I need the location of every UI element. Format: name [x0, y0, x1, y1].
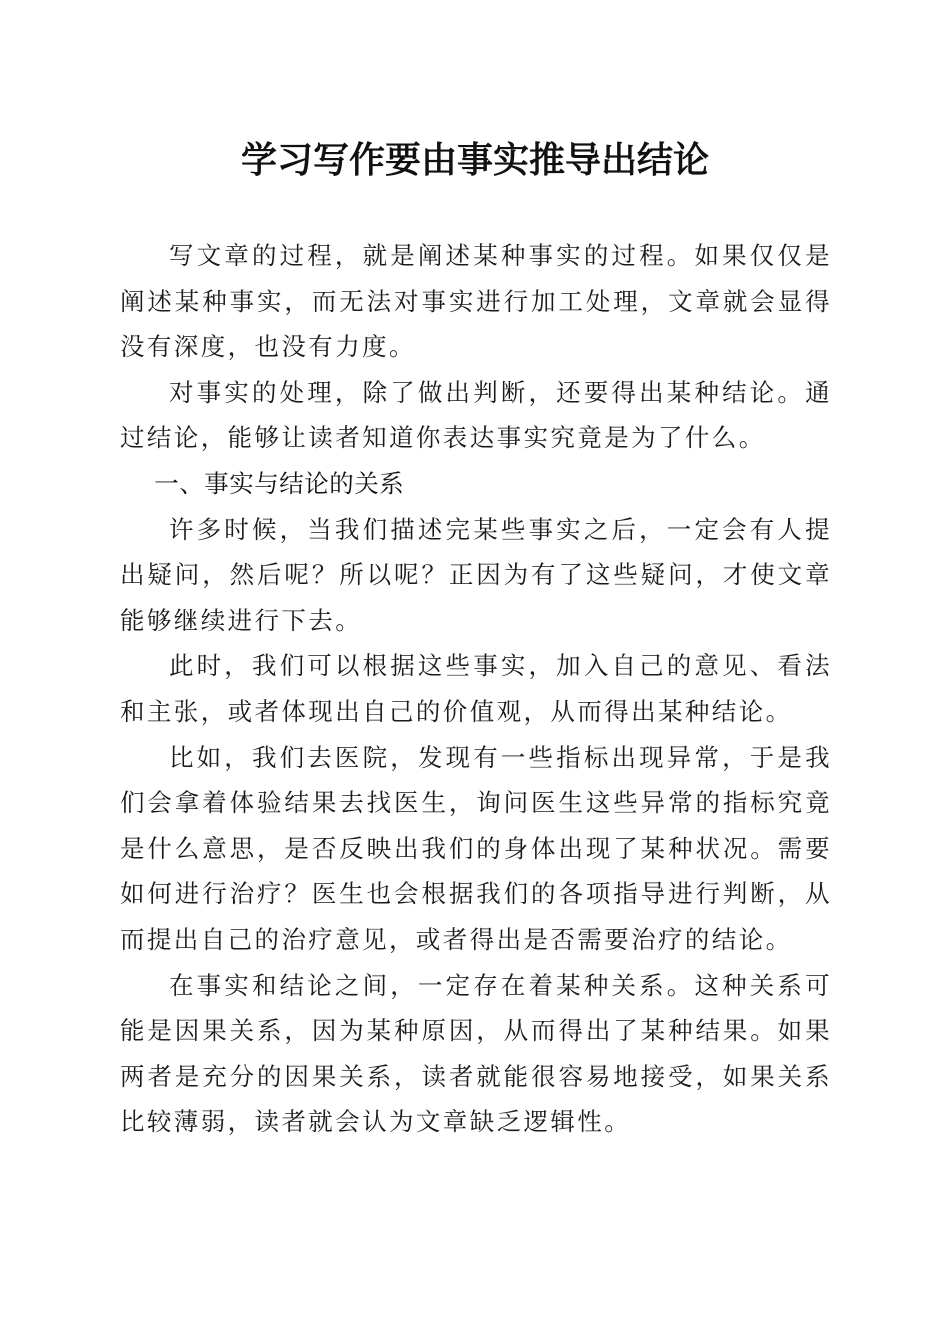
paragraph: 对事实的处理，除了做出判断，还要得出某种结论。通过结论，能够让读者知道你表达事实究竟是为了什么。	[120, 377, 832, 453]
section-heading: 一、事实与结论的关系	[154, 468, 405, 498]
document-body	[120, 233, 832, 1145]
paragraph: 许多时候，当我们描述完某些事实之后，一定会有人提出疑问，然后呢？所以呢？正因为有了这些疑问，才使文章能够继续进行下去。	[120, 514, 832, 635]
paragraph: 此时，我们可以根据这些事实，加入自己的意见、看法和主张，或者体现出自己的价值观，从而得出某种结论。	[120, 651, 832, 726]
paragraph: 比如，我们去医院，发现有一些指标出现异常，于是我们会拿着体验结果去找医生，询问医生这些异常的指标究竟是什么意思，是否反映出我们的身体出现了某种状况。需要如何进行治疗？医生也会根据我们的各项指导进行判断，从而提出自己的治疗意见，或者得出是否需要治疗的结论。	[120, 742, 832, 954]
paragraph: 在事实和结论之间，一定存在着某种关系。这种关系可能是因果关系，因为某种原因，从而得出了某种结果。如果两者是充分的因果关系，读者就能很容易地接受，如果关系比较薄弱，读者就会认为文章缺乏逻辑性。	[120, 970, 832, 1137]
paragraph: 写文章的过程，就是阐述某种事实的过程。如果仅仅是阐述某种事实，而无法对事实进行加工处理，文章就会显得没有深度，也没有力度。	[120, 241, 832, 362]
document-title: 学习写作要由事实推导出结论	[240, 139, 709, 181]
